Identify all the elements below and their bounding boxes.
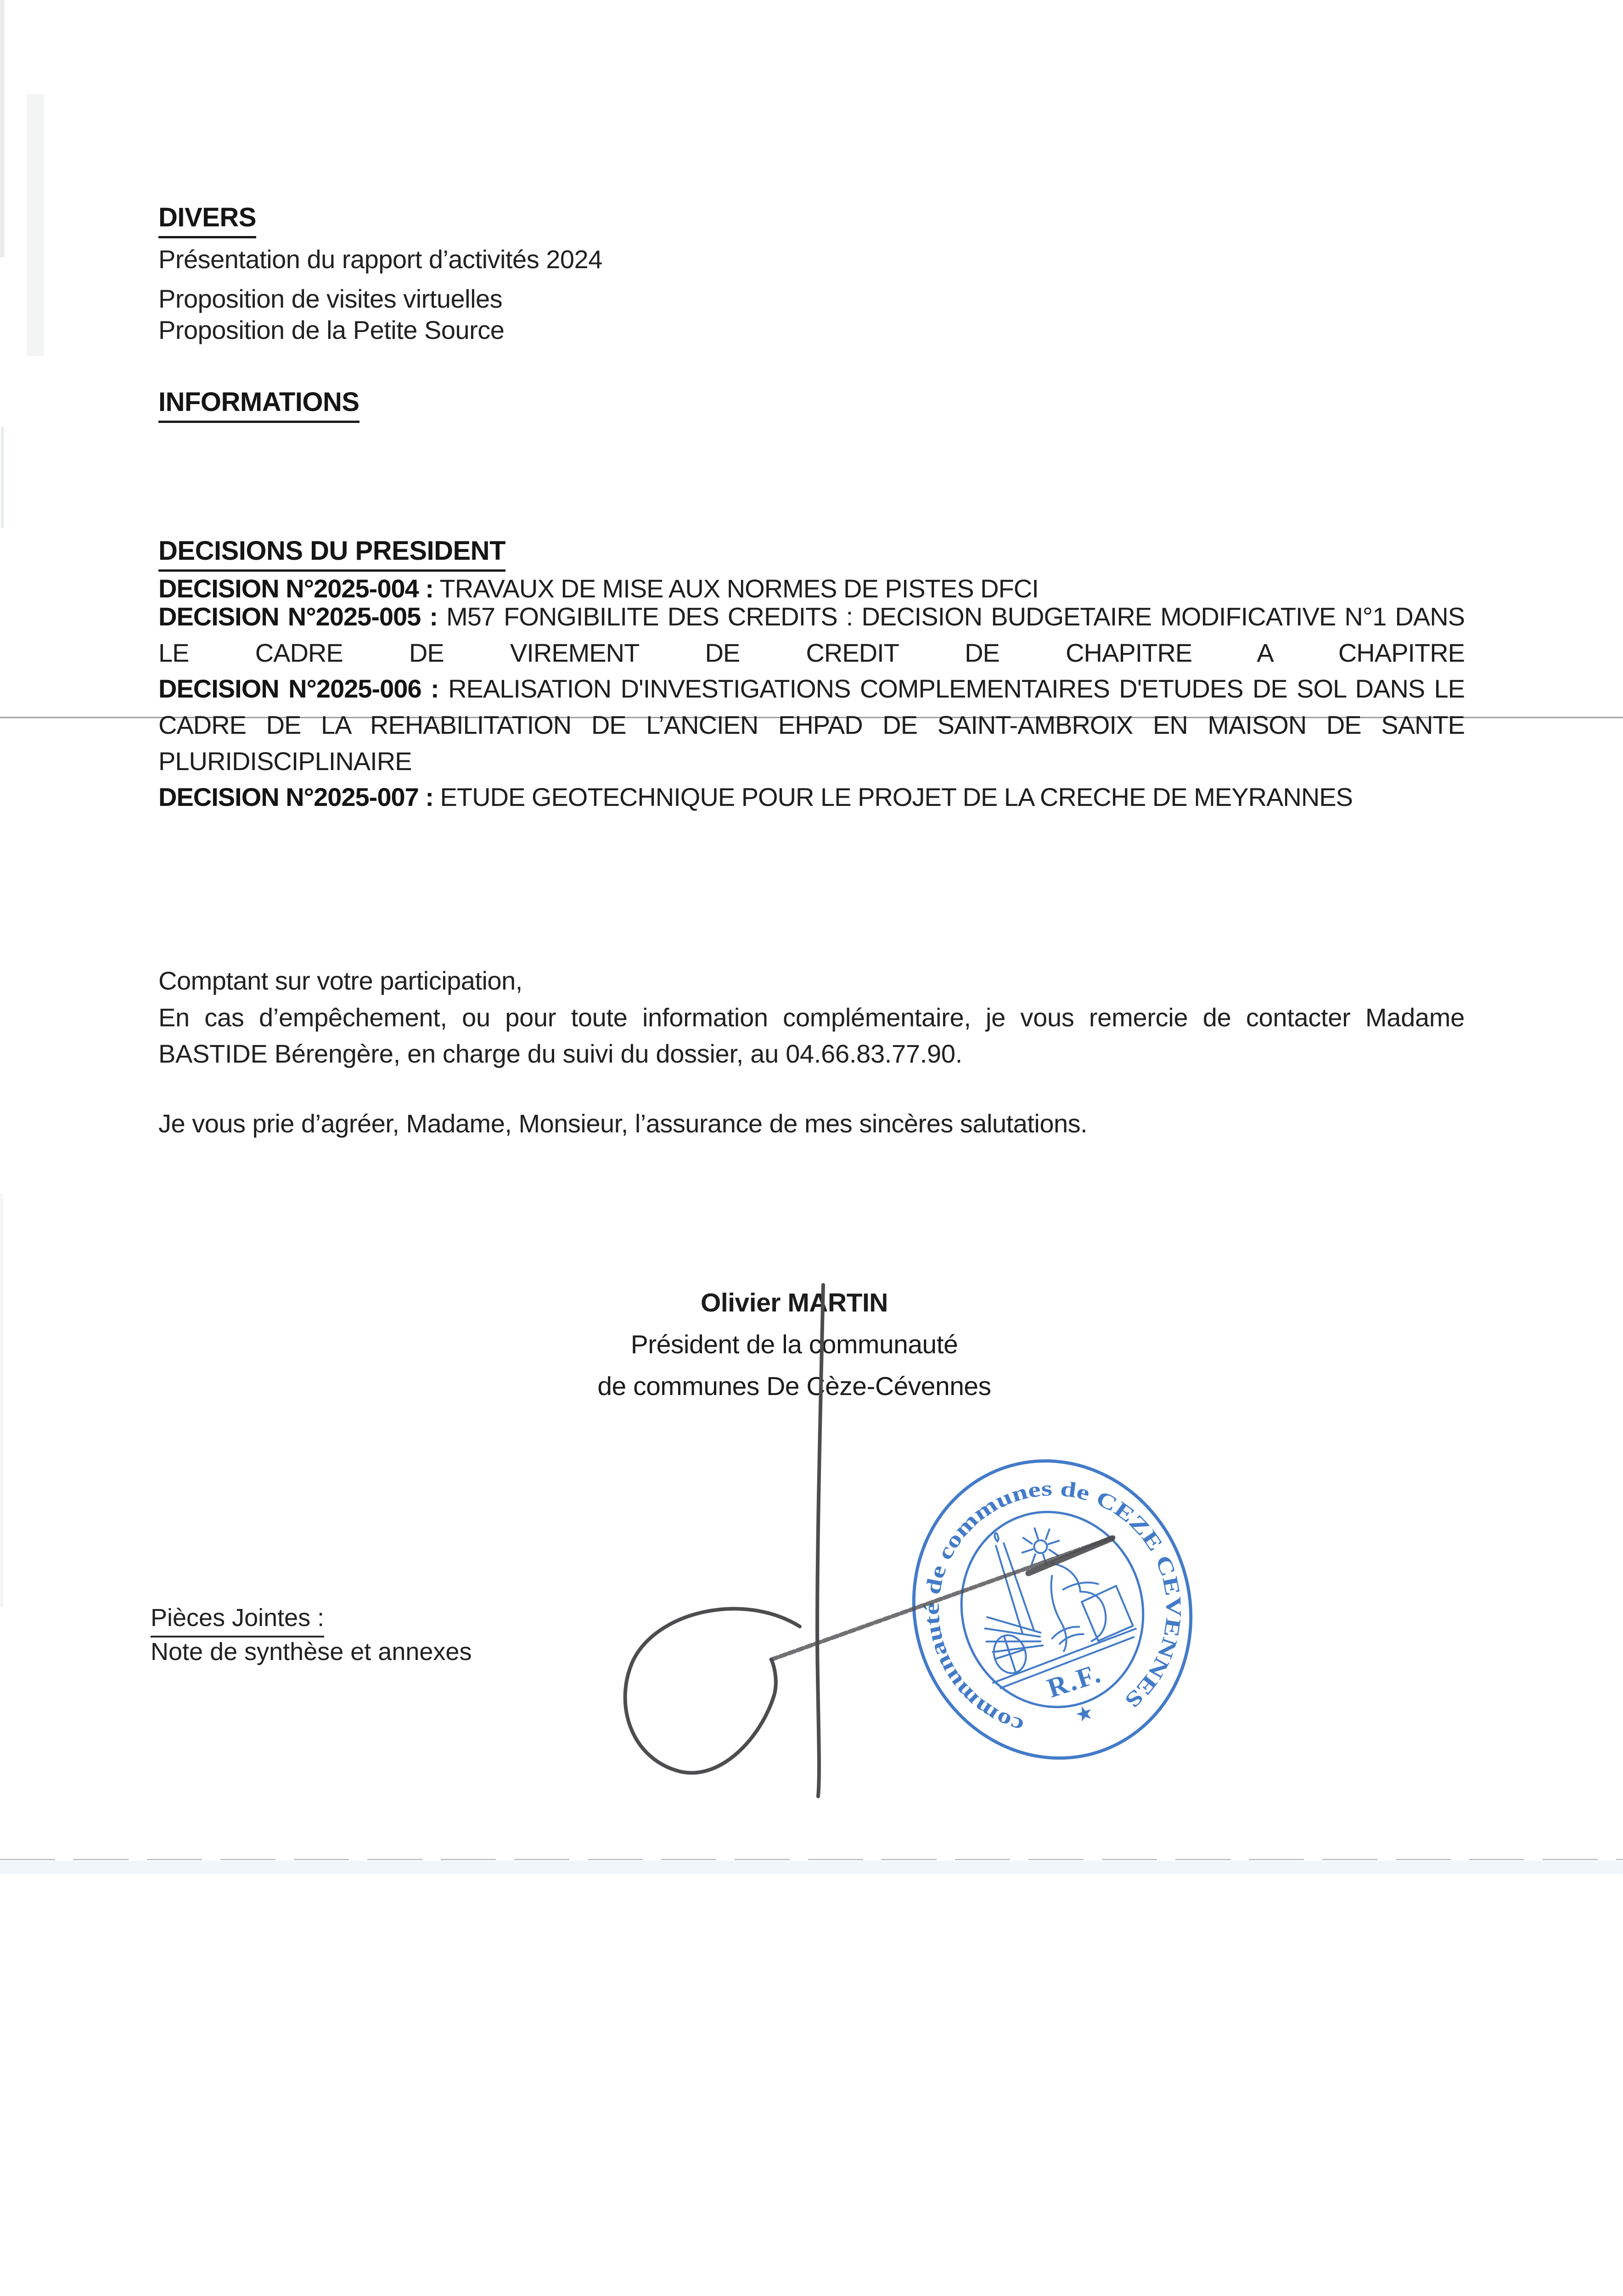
signatory-title: Président de la communauté <box>630 1330 958 1359</box>
closing-paragraph: En cas d’empêchement, ou pour toute information complémentaire, je vous remercie de contacter Madame BASTIDE Bérengère, en charge du suivi du dossier, au 04.66.83.77.90. <box>158 1003 1465 1068</box>
decision-label: DECISION N°2025-005 : <box>158 602 438 631</box>
stamp-rf-text: R.F. <box>1043 1657 1106 1704</box>
divers-item: Présentation du rapport d’activités 2024 <box>158 245 602 274</box>
decision-text: ETUDE GEOTECHNIQUE POUR LE PROJET DE LA CRECHE DE MEYRANNES <box>440 782 1353 811</box>
decision-label: DECISION N°2025-007 : <box>158 782 433 811</box>
decision-text: TRAVAUX DE MISE AUX NORMES DE PISTES DFCI <box>439 574 1039 603</box>
signatory-title: de communes De Cèze-Cévennes <box>597 1372 991 1401</box>
signatory-name: Olivier MARTIN <box>701 1288 888 1317</box>
informations-heading: INFORMATIONS <box>158 387 359 423</box>
signature-vertical-stroke <box>817 1285 823 1796</box>
decision-item <box>158 598 1465 671</box>
attachments-note: Note de synthèse et annexes <box>151 1638 472 1666</box>
attachments-heading: Pièces Jointes : <box>151 1604 324 1638</box>
stamp-star-icon: ★ <box>1072 1700 1096 1728</box>
scan-streak <box>27 94 44 356</box>
scan-streak <box>0 0 5 257</box>
signature-diagonal-stroke <box>771 1537 1113 1660</box>
scan-streak <box>0 1194 3 1607</box>
decision-item <box>158 670 1465 779</box>
decision-label: DECISION N°2025-004 : <box>158 574 433 603</box>
decision-text: M57 FONGIBILITE DES CREDITS : DECISION BUDGETAIRE MODIFICATIVE N°1 DANS LE CADRE DE VIREMENT DE CREDIT DE CHAPITRE A CHAPITRE <box>158 602 1465 667</box>
decisions-heading: DECISIONS DU PRESIDENT <box>158 535 505 572</box>
decision-text: REALISATION D'INVESTIGATIONS COMPLEMENTAIRES D'ETUDES DE SOL DANS LE CADRE DE LA REHABILITATION DE L’ANCIEN EHPAD DE SAINT-AMBROIX EN MAISON DE SANTE PLURIDISCIPLINAIRE <box>158 674 1465 776</box>
scan-streak <box>1 427 4 528</box>
signature-loop-stroke <box>625 1609 800 1773</box>
signature-diagonal-stroke-end <box>1028 1538 1112 1573</box>
scan-artifact-band <box>0 1861 1623 1874</box>
divers-item: Proposition de visites virtuelles <box>158 284 503 313</box>
decision-label: DECISION N°2025-006 : <box>158 674 439 703</box>
divers-heading: DIVERS <box>158 202 256 238</box>
closing-line: Comptant sur votre participation, <box>158 966 522 995</box>
decision-item <box>158 779 1465 815</box>
divers-item: Proposition de la Petite Source <box>158 315 505 344</box>
stamp-ring-text: communauté de communes de CEZE CEVENNES <box>920 1476 1186 1738</box>
closing-line: Je vous prie d’agréer, Madame, Monsieur, l’assurance de mes sincères salutations. <box>158 1109 1088 1138</box>
handwritten-signature <box>588 1272 1139 1818</box>
scan-artifact-line <box>0 1859 1623 1860</box>
